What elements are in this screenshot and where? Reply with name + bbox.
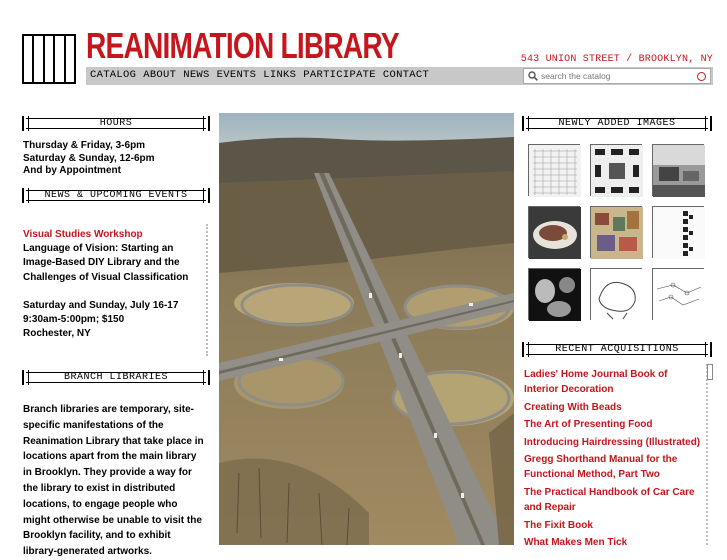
news-event-link[interactable]: Visual Studies Workshop xyxy=(23,229,143,240)
image-thumbnail[interactable] xyxy=(528,206,580,258)
acquisition-link[interactable]: Creating With Beads xyxy=(524,401,622,413)
nav-events[interactable]: EVENTS xyxy=(216,69,257,81)
nav-bar xyxy=(86,67,713,85)
search-box xyxy=(523,68,711,84)
main-nav xyxy=(90,69,429,81)
news-heading: NEWS & UPCOMING EVENTS xyxy=(44,190,188,201)
hours-line: And by Appointment xyxy=(23,165,121,177)
site-logo[interactable] xyxy=(22,34,76,84)
hours-line: Saturday & Sunday, 12-6pm xyxy=(23,152,155,164)
news-date: Saturday and Sunday, July 16-17 xyxy=(23,299,179,311)
branch-text: Branch libraries are temporary, site-specific manifestations of the Reanimation Library that take place in locations apart from the main library in Brooklyn. They provide a way for the library to exist in distributed locations, to engage people who might otherwise be unable to visit the Brooklyn facility, and to exhibit library-generated artworks. xyxy=(23,404,204,558)
hours-header xyxy=(22,116,210,131)
image-thumbnail[interactable] xyxy=(590,144,642,196)
scrollbar-thumb[interactable] xyxy=(707,364,713,380)
site-title[interactable]: REANIMATION LIBRARY xyxy=(86,25,399,66)
nav-news[interactable]: NEWS xyxy=(183,69,210,81)
site-address: 543 UNION STREET / BROOKLYN, NY xyxy=(520,54,713,65)
acquisition-link[interactable]: What Makes Men Tick xyxy=(524,537,628,549)
nav-links[interactable]: LINKS xyxy=(263,69,297,81)
nav-about[interactable]: ABOUT xyxy=(143,69,177,81)
nav-contact[interactable]: CONTACT xyxy=(382,69,430,81)
acquisition-link[interactable]: The Fixit Book xyxy=(524,519,593,531)
acquisition-link[interactable]: Gregg Shorthand Manual for the Functional Method, Part Two xyxy=(524,454,678,481)
branch-heading: BRANCH LIBRARIES xyxy=(63,372,168,383)
acquisitions-scrollbar[interactable] xyxy=(706,364,713,545)
images-header xyxy=(522,116,712,131)
hours-list xyxy=(23,140,155,178)
acquisitions-heading: RECENT ACQUISITIONS xyxy=(555,344,679,355)
nav-catalog[interactable]: CATALOG xyxy=(90,69,137,81)
acquisitions-header xyxy=(522,342,712,357)
acquisition-link[interactable]: Ladies' Home Journal Book of Interior Decoration xyxy=(524,369,668,395)
search-input[interactable] xyxy=(541,71,691,81)
search-submit-button[interactable] xyxy=(697,72,706,81)
acquisition-link[interactable]: The Practical Handbook of Car Care and Repair xyxy=(524,486,695,513)
news-time: 9:30am-5:00pm; $150 xyxy=(23,314,125,326)
news-location: Rochester, NY xyxy=(23,328,91,340)
news-panel xyxy=(23,224,208,356)
image-thumbnail[interactable] xyxy=(528,144,580,196)
image-thumbnail[interactable] xyxy=(528,268,580,320)
acquisition-link[interactable]: The Art of Presenting Food xyxy=(524,419,653,431)
news-description: Language of Vision: Starting an Image-Based DIY Library and the Challenges of Visual Classification xyxy=(23,243,189,283)
hours-line: Thursday & Friday, 3-6pm xyxy=(23,140,146,151)
branch-header xyxy=(22,370,210,385)
nav-participate[interactable]: PARTICIPATE xyxy=(303,69,376,81)
image-thumbnail[interactable] xyxy=(590,268,642,320)
image-thumbnail[interactable] xyxy=(590,206,642,258)
search-icon xyxy=(528,71,538,81)
image-thumbnail[interactable] xyxy=(652,268,704,320)
image-thumbnail[interactable] xyxy=(652,144,704,196)
news-header xyxy=(22,188,210,203)
image-thumbnail[interactable] xyxy=(652,206,704,258)
acquisitions-list xyxy=(524,367,702,549)
acquisition-link[interactable]: Introducing Hairdressing (Illustrated) xyxy=(524,436,701,448)
images-heading: NEWLY ADDED IMAGES xyxy=(558,118,676,129)
hours-heading: HOURS xyxy=(99,118,133,129)
highway-cloverleaf-photo xyxy=(219,113,514,545)
